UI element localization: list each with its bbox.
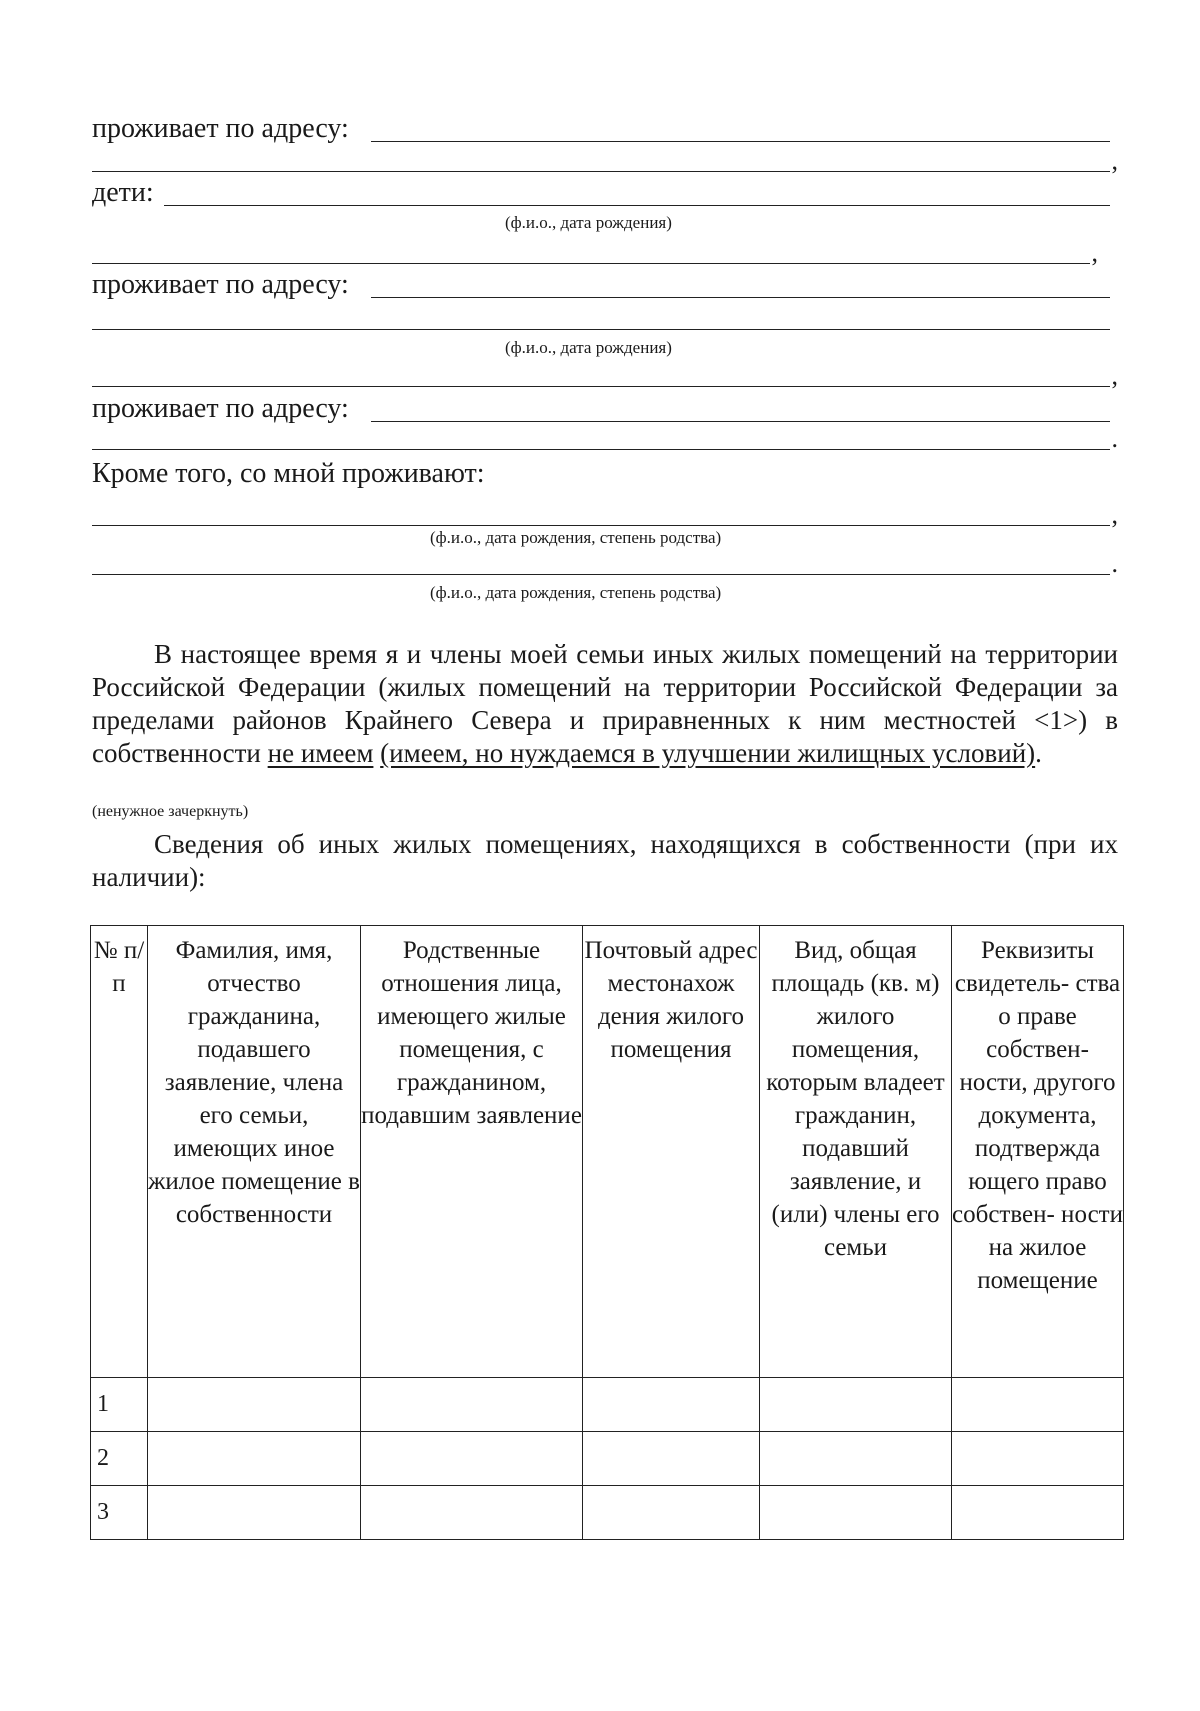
- continuation-line: [92, 449, 1110, 450]
- table-cell[interactable]: [760, 1378, 952, 1432]
- option-none[interactable]: не имеем: [267, 738, 374, 768]
- others-field-1[interactable]: [92, 496, 1118, 530]
- child-2-continuation[interactable]: [92, 357, 1118, 391]
- others-label: Кроме того, со мной проживают:: [92, 458, 485, 489]
- continuation-line: [92, 171, 1110, 172]
- header-type-area: Вид, общая площадь (кв. м) жилого помещения, которым владеет гражданин, подавший заявление, и (или) члены его семьи: [760, 926, 952, 1378]
- hint-fio: (ф.и.о., дата рождения): [505, 338, 672, 357]
- children-line: [164, 205, 1110, 206]
- hint-fio-kin: (ф.и.о., дата рождения, степень родства): [430, 583, 722, 602]
- table-cell[interactable]: [148, 1486, 361, 1540]
- children-field[interactable]: [92, 176, 1118, 210]
- address-continuation-3[interactable]: [92, 420, 1118, 454]
- hint-fio: (ф.и.о., дата рождения): [505, 213, 672, 232]
- table-cell[interactable]: [952, 1378, 1124, 1432]
- row-number: 2: [91, 1432, 148, 1486]
- header-relationship: Родственные отношения лица, имеющего жилые помещения, с гражданином, подавшим заявление: [361, 926, 583, 1378]
- others-heading: [92, 457, 1118, 491]
- table-row: [91, 1486, 1124, 1540]
- table-row: [91, 1378, 1124, 1432]
- address-label: проживает по адресу:: [92, 113, 349, 144]
- table-cell[interactable]: [583, 1432, 760, 1486]
- comma: ,: [1111, 146, 1118, 175]
- strike-note: (ненужное зачеркнуть): [92, 803, 249, 820]
- statement-end: .: [1035, 738, 1042, 768]
- children-label: дети:: [92, 177, 154, 208]
- table-cell[interactable]: [361, 1378, 583, 1432]
- address-field-2[interactable]: [92, 268, 1118, 302]
- children-continuation[interactable]: [92, 234, 1118, 268]
- statement-paragraph: [92, 638, 1118, 770]
- period: .: [1111, 549, 1118, 578]
- continuation-line: [92, 329, 1110, 330]
- child-2-field[interactable]: [92, 300, 1118, 334]
- table-cell[interactable]: [148, 1378, 361, 1432]
- address-line: [371, 297, 1110, 298]
- table-cell[interactable]: [760, 1432, 952, 1486]
- table-cell[interactable]: [361, 1432, 583, 1486]
- hint-fio-kin: (ф.и.о., дата рождения, степень родства): [430, 528, 722, 547]
- address-continuation-1[interactable]: [92, 142, 1118, 176]
- option-need-improvement[interactable]: (имеем, но нуждаемся в улучшении жилищных условий): [380, 738, 1036, 768]
- table-cell[interactable]: [361, 1486, 583, 1540]
- table-intro: Сведения об иных жилых помещениях, находящихся в собственности (при их наличии):: [92, 829, 1118, 892]
- address-field-1[interactable]: [92, 112, 1118, 146]
- table-cell[interactable]: [952, 1486, 1124, 1540]
- address-label: проживает по адресу:: [92, 393, 349, 424]
- header-full-name: Фамилия, имя, отчество гражданина, подавшего заявление, члена его семьи, имеющих иное жилое помещение в собственности: [148, 926, 361, 1378]
- comma: ,: [1111, 500, 1118, 529]
- comma: ,: [1091, 238, 1098, 267]
- table-cell[interactable]: [148, 1432, 361, 1486]
- header-ownership-document: Реквизиты свидетель- ства о праве собствен- ности, другого документа, подтвержда ющего право собствен- ности на жилое помещение: [952, 926, 1124, 1378]
- table-cell[interactable]: [952, 1432, 1124, 1486]
- period: .: [1111, 424, 1118, 453]
- comma: ,: [1111, 361, 1118, 390]
- property-table: [90, 925, 1124, 1540]
- statement-text: В настоящее время я и члены моей семьи иных жилых помещений на территории Российской Федерации (жилых помещений на территории Российской Федерации за пределами районов Крайнего Севера и приравненных к ним местностей <1>) в собственности: [92, 639, 1118, 768]
- row-number: 1: [91, 1378, 148, 1432]
- table-cell[interactable]: [760, 1486, 952, 1540]
- header-number: № п/п: [91, 926, 148, 1378]
- continuation-line: [92, 386, 1110, 387]
- table-cell[interactable]: [583, 1378, 760, 1432]
- table-header-row: [91, 926, 1124, 1378]
- table-row: [91, 1432, 1124, 1486]
- header-address: Почтовый адрес местонахож дения жилого помещения: [583, 926, 760, 1378]
- address-label: проживает по адресу:: [92, 269, 349, 300]
- continuation-line: [92, 263, 1090, 264]
- others-field-2[interactable]: [92, 545, 1118, 579]
- continuation-line: [92, 574, 1110, 575]
- table-cell[interactable]: [583, 1486, 760, 1540]
- row-number: 3: [91, 1486, 148, 1540]
- continuation-line: [92, 525, 1110, 526]
